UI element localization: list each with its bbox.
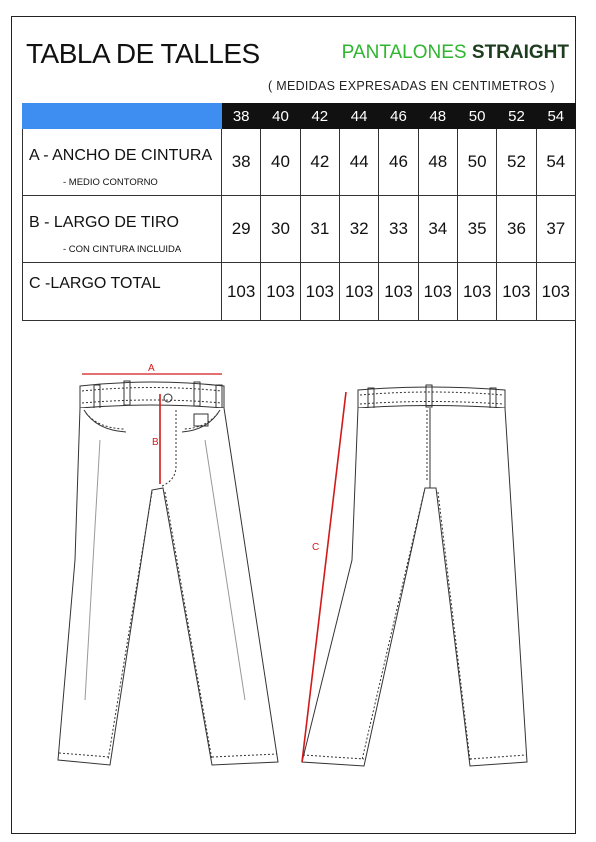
table-cell: 103 <box>222 263 261 321</box>
table-cell: 103 <box>536 263 575 321</box>
table-cell: 33 <box>379 196 418 263</box>
subtitle-light: PANTALONES <box>341 42 467 63</box>
size-header: 48 <box>418 104 457 129</box>
table-cell: 34 <box>418 196 457 263</box>
table-cell: 42 <box>300 129 339 196</box>
table-cell: 32 <box>339 196 378 263</box>
size-header: 54 <box>536 104 575 129</box>
table-cell: 48 <box>418 129 457 196</box>
table-cell: 46 <box>379 129 418 196</box>
table-cell: 103 <box>418 263 457 321</box>
table-cell: 37 <box>536 196 575 263</box>
row-label: B - LARGO DE TIRO <box>29 214 179 231</box>
size-header: 50 <box>457 104 496 129</box>
label-a: A <box>148 363 155 374</box>
page-title: TABLA DE TALLES <box>26 38 260 69</box>
pants-front-illustration <box>58 381 278 765</box>
size-header: 44 <box>339 104 378 129</box>
size-header: 40 <box>261 104 300 129</box>
table-cell: 36 <box>497 196 536 263</box>
row-label: A - ANCHO DE CINTURA <box>29 147 213 164</box>
label-b: B <box>152 437 159 448</box>
table-cell: 29 <box>222 196 261 263</box>
units-note: ( MEDIDAS EXPRESADAS EN CENTIMETROS ) <box>268 79 555 93</box>
table-cell: 103 <box>339 263 378 321</box>
size-header: 52 <box>497 104 536 129</box>
table-cell: 44 <box>339 129 378 196</box>
table-cell: 103 <box>457 263 496 321</box>
table-cell: 31 <box>300 196 339 263</box>
size-header: 42 <box>300 104 339 129</box>
table-cell: 38 <box>222 129 261 196</box>
table-cell: 103 <box>300 263 339 321</box>
row-sublabel: - MEDIO CONTORNO <box>63 177 158 188</box>
label-c: C <box>312 542 320 553</box>
table-cell: 50 <box>457 129 496 196</box>
size-header: 46 <box>379 104 418 129</box>
size-header: 38 <box>222 104 261 129</box>
table-cell: 103 <box>497 263 536 321</box>
table-cell: 103 <box>261 263 300 321</box>
row-label: C -LARGO TOTAL <box>29 275 161 292</box>
table-cell: 54 <box>536 129 575 196</box>
table-cell: 40 <box>261 129 300 196</box>
row-sublabel: - CON CINTURA INCLUIDA <box>63 244 182 255</box>
table-cell: 35 <box>457 196 496 263</box>
subtitle-bold: STRAIGHT <box>471 42 569 63</box>
table-cell: 103 <box>379 263 418 321</box>
table-cell: 52 <box>497 129 536 196</box>
pants-back-illustration <box>302 385 527 766</box>
table-cell: 30 <box>261 196 300 263</box>
